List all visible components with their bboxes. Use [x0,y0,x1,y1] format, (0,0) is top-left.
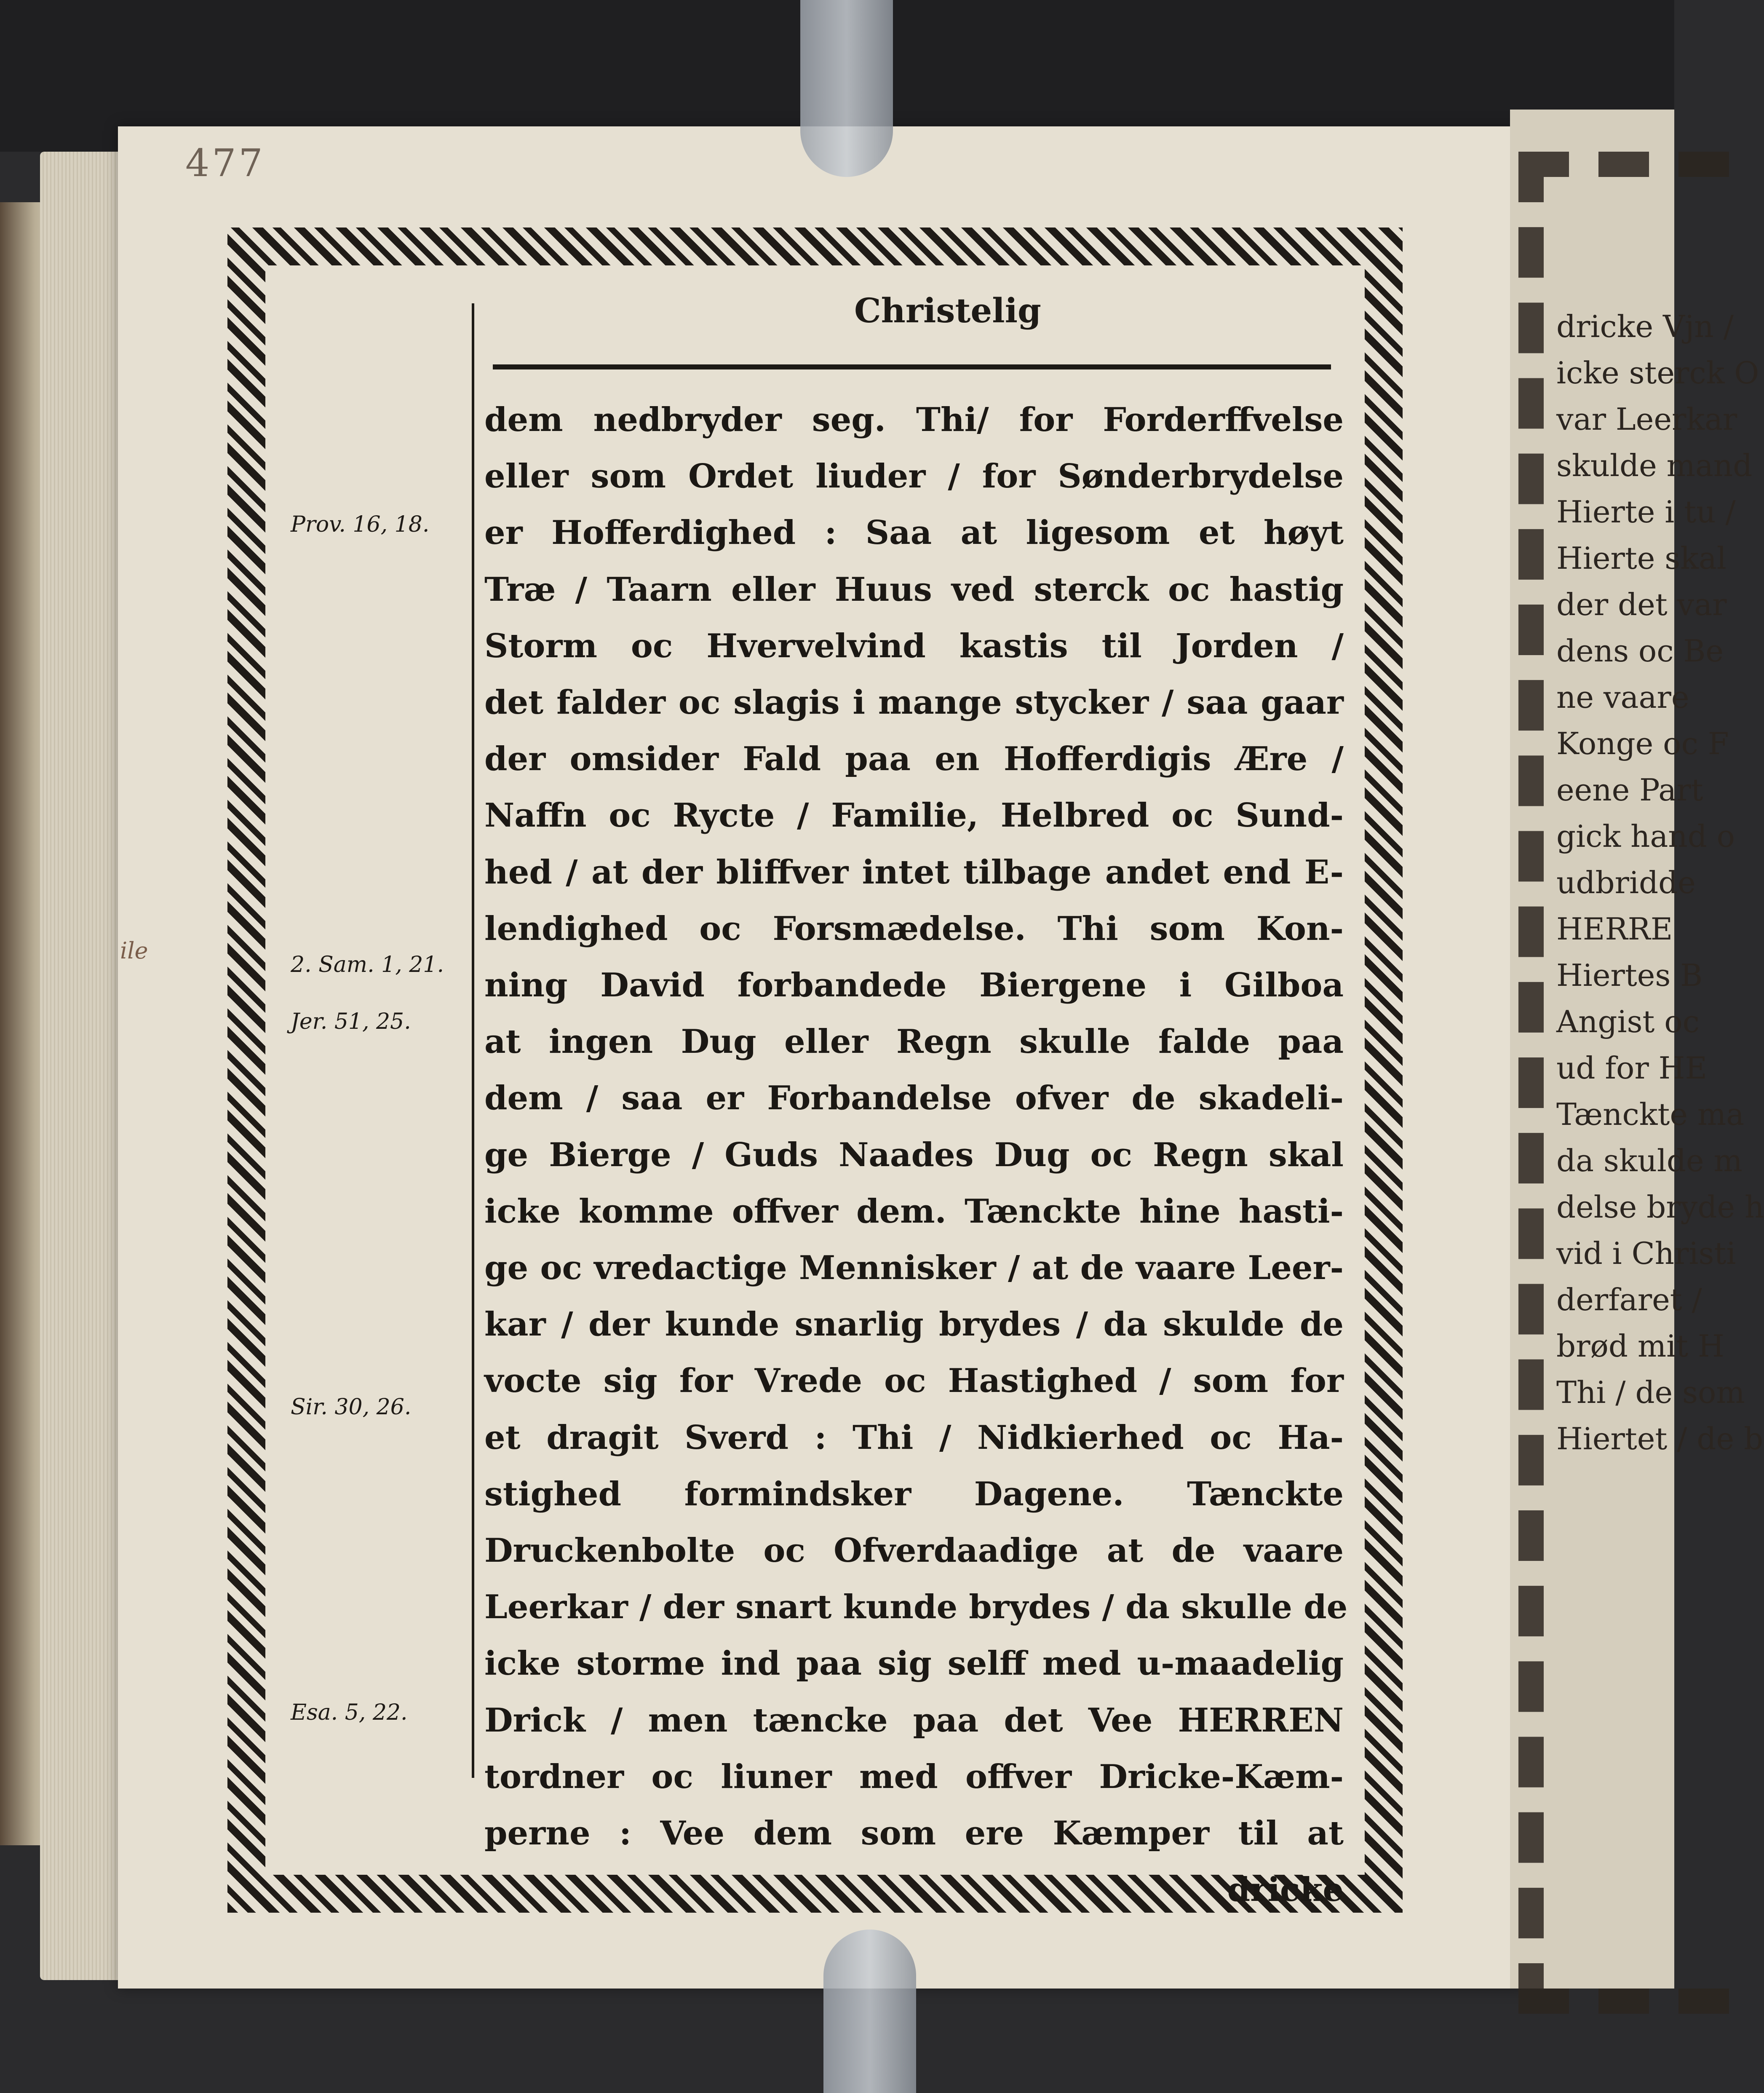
margin-rule [472,303,474,1778]
text-line: eller som Ordet liuder / for Sønderbrydelse [484,457,1344,496]
text-line: vocte sig for Vrede oc Hastighed / som for [484,1362,1344,1400]
facing-text-line: Hierte i tu / [1556,494,1736,530]
text-line: der omsider Fald paa en Hofferdigis Ære / [484,740,1344,779]
facing-text-line: Hiertes B [1556,958,1703,993]
body-text [484,392,1348,1918]
text-line: det falder oc slagis i mange stycker / saa gaar [484,683,1344,722]
text-line: dem nedbryder seg. Thi/ for Forderffvelse [484,401,1344,439]
text-line: perne : Vee dem som ere Kæmper til at [484,1814,1344,1853]
page-clip-bottom [823,1930,916,2093]
book-page-right [1510,110,1764,1989]
text-line: at ingen Dug eller Regn skulle falde paa [484,1022,1344,1061]
text-line: ge oc vredactige Mennisker / at de vaare Leer- [484,1249,1344,1287]
margin-ref-prov: Prov. 16, 18. [291,512,430,537]
facing-text-line: dricke Vjn / [1556,309,1734,344]
margin-ref-sir: Sir. 30, 26. [291,1394,412,1420]
facing-text-line: ne vaare [1556,680,1689,715]
running-header: Christelig [854,291,1041,330]
facing-text-line: eene Part [1556,772,1703,808]
facing-text-line: ud for HE [1556,1050,1707,1086]
text-line: hed / at der bliffver intet tilbage andet end E- [484,853,1344,891]
facing-text-line: Tænckte ma [1556,1097,1745,1132]
facing-text-line: Thi / de som [1556,1375,1745,1410]
facing-text-line: Angist oc [1556,1004,1700,1039]
text-line: lendighed oc Forsmædelse. Thi som Kon- [484,909,1344,948]
text-line: Træ / Taarn eller Huus ved sterck oc hastig [484,570,1344,609]
text-line: et dragit Sverd : Thi / Nidkierhed oc Ha- [484,1418,1344,1457]
facing-text-line: vid i Christi [1556,1236,1736,1271]
text-line: stighed formindsker Dagene. Tænckte [484,1475,1344,1513]
text-line: Druckenbolte oc Ofverdaadige at de vaare [484,1531,1344,1570]
text-line: tordner oc liuner med offver Dricke-Kæm- [484,1757,1344,1796]
text-line: Leerkar / der snart kunde brydes / da skulle de [484,1588,1348,1627]
facing-text-line: derfaret / [1556,1282,1702,1317]
text-line: kar / der kunde snarlig brydes / da skulde de [484,1305,1344,1344]
margin-ref-jer: Jer. 51, 25. [291,1009,411,1034]
text-line: dem / saa er Forbandelse ofver de skadeli- [484,1079,1344,1118]
margin-ref-esa: Esa. 5, 22. [291,1700,408,1725]
text-line: Storm oc Hvervelvind kastis til Jorden / [484,626,1344,665]
text-line: icke storme ind paa sig selff med u-maadelig [484,1644,1344,1683]
page-clip-top [800,0,893,177]
text-line: icke komme offver dem. Tænckte hine hasti- [484,1192,1344,1231]
margin-note: ile [120,937,148,964]
facing-text-line: da skulde m [1556,1143,1743,1178]
facing-text-line: brød mit H [1556,1328,1724,1364]
text-line: dricke [1227,1871,1344,1909]
facing-text-line: Hiertet / de b [1556,1421,1764,1456]
text-line: Drick / men tæncke paa det Vee HERREN [484,1701,1344,1740]
facing-text-line: delse bryde h [1556,1189,1764,1225]
facing-text-line: dens oc Be [1556,633,1724,669]
signature-mark: 477 [185,141,265,185]
facing-page-text [1556,303,1764,1462]
facing-text-line: icke sterck O [1556,355,1759,391]
text-line: Naffn oc Rycte / Familie, Helbred oc Sund- [484,796,1344,835]
facing-text-line: gick hand o [1556,819,1735,854]
header-rule [493,364,1331,369]
facing-text-line: HERRE [1556,911,1673,947]
facing-text-line: Hierte skal [1556,541,1727,576]
facing-text-line: Konge oc F [1556,726,1729,761]
text-line: ge Bierge / Guds Naades Dug oc Regn skal [484,1135,1344,1174]
facing-text-line: udbridde [1556,865,1696,900]
facing-text-line: der det var [1556,587,1727,622]
text-line: ning David forbandede Biergene i Gilboa [484,966,1344,1005]
facing-text-line: var Leerkar [1556,401,1737,437]
facing-text-line: skulde mand [1556,448,1753,483]
text-line: er Hofferdighed : Saa at ligesom et høyt [484,514,1344,552]
margin-ref-sam: 2. Sam. 1, 21. [291,952,444,977]
